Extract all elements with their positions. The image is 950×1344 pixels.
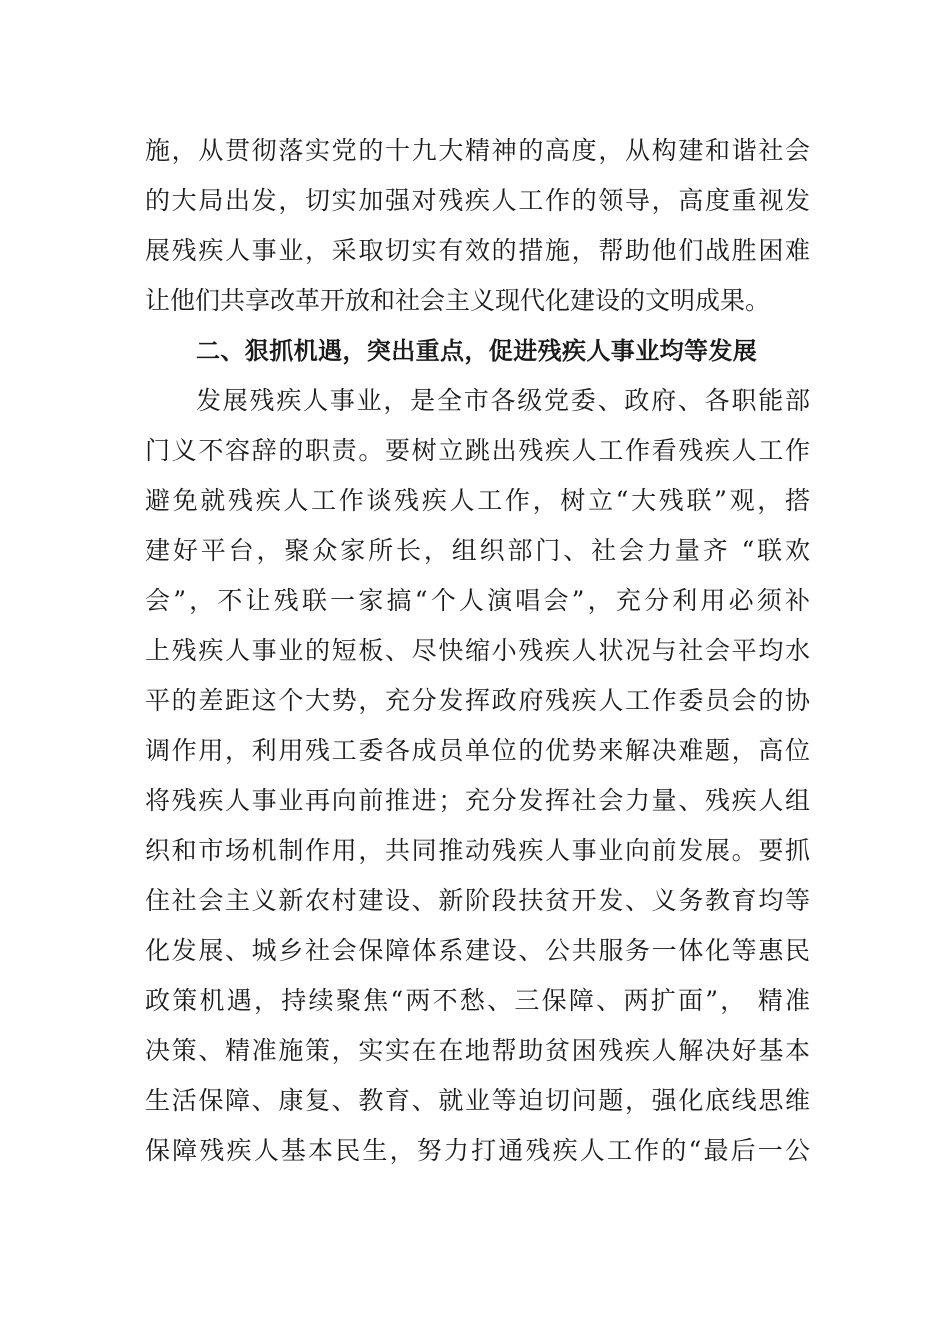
paragraph-1-line-1: 施，从贯彻落实党的十九大精神的高度，从构建和谐社会 bbox=[145, 136, 810, 165]
paragraph-2-line-9: 将残疾人事业再向前推进；充分发挥社会力量、残疾人组 bbox=[145, 786, 810, 815]
section-heading: 二、狠抓机遇，突出重点，促进残疾人事业均等发展 bbox=[196, 337, 758, 365]
paragraph-2-line-6: 上残疾人事业的短板、尽快缩小残疾人状况与社会平均水 bbox=[145, 636, 810, 665]
paragraph-1-line-4: 让他们共享改革开放和社会主义现代化建设的文明成果。 bbox=[145, 286, 771, 315]
paragraph-2-line-14: 决策、精准施策，实实在在地帮助贫困残疾人解决好基本 bbox=[145, 1036, 810, 1065]
paragraph-2-line-16: 保障残疾人基本民生，努力打通残疾人工作的“最后一公 bbox=[145, 1136, 810, 1165]
paragraph-2-line-1: 发展残疾人事业，是全市各级党委、政府、各职能部 bbox=[196, 386, 810, 415]
paragraph-2-line-15: 生活保障、康复、教育、就业等迫切问题，强化底线思维 bbox=[145, 1086, 810, 1115]
paragraph-2-line-12: 化发展、城乡社会保障体系建设、公共服务一体化等惠民 bbox=[145, 936, 810, 965]
paragraph-2-line-7: 平的差距这个大势，充分发挥政府残疾人工作委员会的协 bbox=[145, 686, 810, 715]
paragraph-1-line-2: 的大局出发，切实加强对残疾人工作的领导，高度重视发 bbox=[145, 186, 810, 215]
paragraph-1-line-3: 展残疾人事业，采取切实有效的措施，帮助他们战胜困难 bbox=[145, 236, 810, 265]
paragraph-2-line-13: 政策机遇，持续聚焦“两不愁、三保障、两扩面”， 精准 bbox=[145, 986, 810, 1015]
paragraph-2-line-10: 织和市场机制作用，共同推动残疾人事业向前发展。要抓 bbox=[145, 836, 810, 865]
paragraph-2-line-4: 建好平台，聚众家所长，组织部门、社会力量齐 “联欢 bbox=[145, 536, 810, 565]
paragraph-2-line-8: 调作用，利用残工委各成员单位的优势来解决难题，高位 bbox=[145, 736, 810, 765]
paragraph-2-line-3: 避免就残疾人工作谈残疾人工作，树立“大残联”观，搭 bbox=[145, 486, 810, 515]
paragraph-2-line-2: 门义不容辞的职责。要树立跳出残疾人工作看残疾人工作 bbox=[145, 436, 810, 465]
paragraph-2-line-11: 住社会主义新农村建设、新阶段扶贫开发、义务教育均等 bbox=[145, 886, 810, 915]
paragraph-2-line-5: 会”，不让残联一家搞“个人演唱会”，充分利用必须补 bbox=[145, 586, 810, 615]
